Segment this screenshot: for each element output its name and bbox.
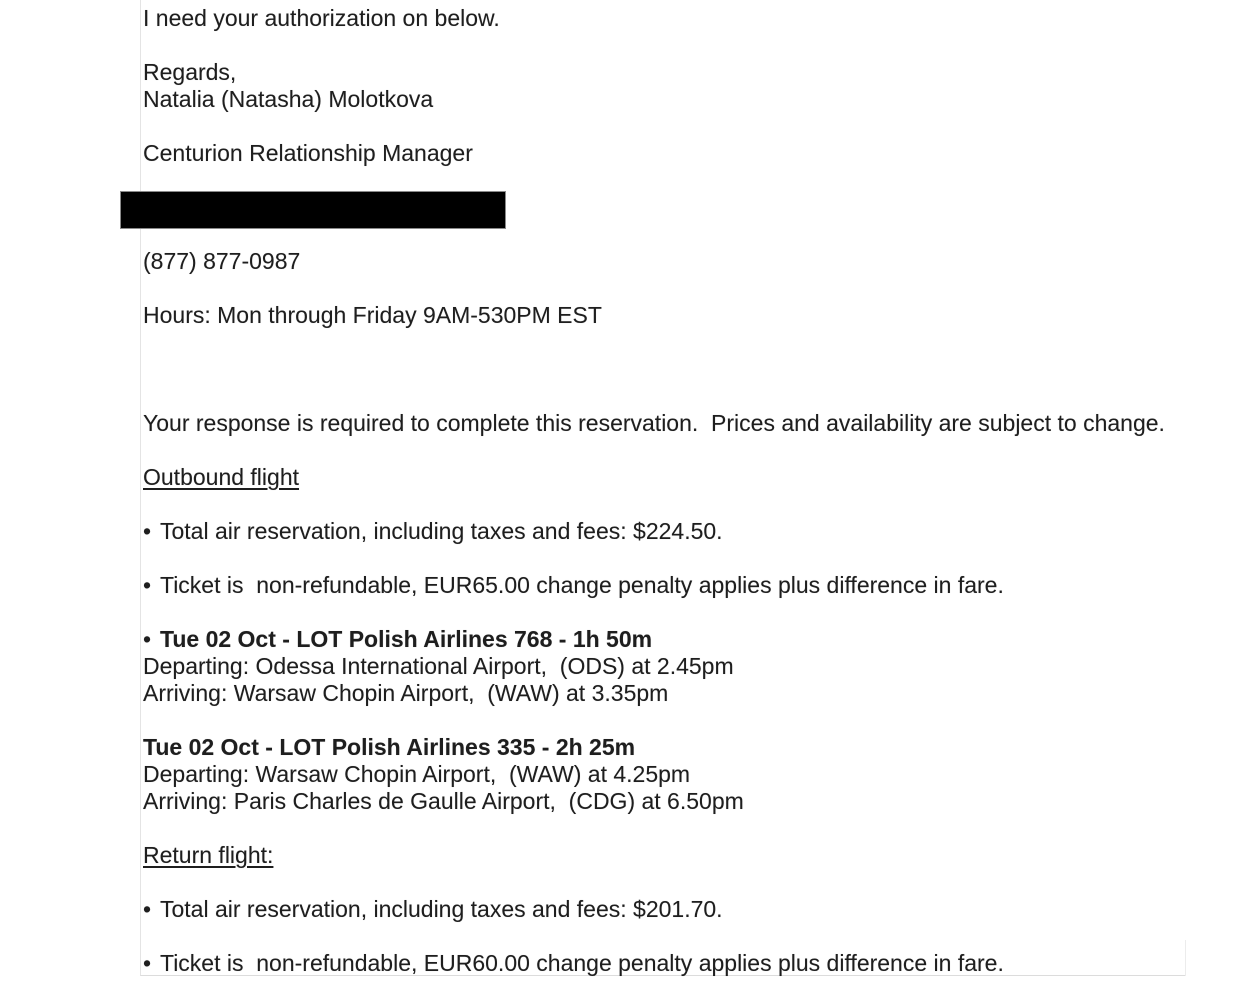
return-total-text: Total air reservation, including taxes and fees: $201.70.: [160, 896, 723, 922]
bullet-icon: •: [143, 518, 152, 544]
return-penalty-text: Ticket is non-refundable, EUR60.00 change penalty applies plus difference in fare.: [160, 950, 1004, 976]
return-flight-heading-text: Return flight:: [143, 842, 274, 868]
outbound-segment-2-title: Tue 02 Oct - LOT Polish Airlines 335 - 2h 25m: [143, 734, 636, 760]
outbound-penalty-text: Ticket is non-refundable, EUR65.00 change penalty applies plus difference in fare.: [160, 572, 1004, 598]
outbound-segment-1-title: [143, 626, 1186, 653]
intro-line: I need your authorization on below.: [143, 5, 500, 31]
bullet-icon: •: [143, 896, 152, 922]
bullet-icon: •: [143, 626, 152, 652]
return-flight-heading: [143, 842, 1186, 869]
return-penalty-bullet: [143, 950, 1186, 977]
bullet-icon: •: [143, 572, 152, 598]
outbound-flight-heading-text: Outbound flight: [143, 464, 300, 490]
outbound-segment-1-arriving: Arriving: Warsaw Chopin Airport, (WAW) at 3.35pm: [143, 680, 669, 706]
outbound-flight-heading: [143, 464, 1186, 491]
outbound-total-text: Total air reservation, including taxes and fees: $224.50.: [160, 518, 723, 544]
outbound-segment-1-departing: Departing: Odessa International Airport, (ODS) at 2.45pm: [143, 653, 734, 679]
outbound-total-bullet: [143, 518, 1186, 545]
outbound-segment-1-title-text: Tue 02 Oct - LOT Polish Airlines 768 - 1h 50m: [160, 626, 653, 652]
return-total-bullet: [143, 896, 1186, 923]
sender-name: Natalia (Natasha) Molotkova: [143, 86, 434, 112]
bullet-icon: •: [143, 950, 152, 976]
phone-number: (877) 877-0987: [143, 248, 301, 274]
signature-regards: Regards,: [143, 59, 237, 85]
outbound-segment-2-departing: Departing: Warsaw Chopin Airport, (WAW) at 4.25pm: [143, 761, 691, 787]
office-hours: Hours: Mon through Friday 9AM-530PM EST: [143, 302, 602, 328]
outbound-penalty-bullet: [143, 572, 1186, 599]
outbound-segment-2-arriving: Arriving: Paris Charles de Gaulle Airport, (CDG) at 6.50pm: [143, 788, 744, 814]
page-right-edge: [1185, 940, 1186, 976]
response-notice: Your response is required to complete this reservation. Prices and availability are subject to change.: [143, 410, 1165, 436]
email-body: [141, 0, 1186, 977]
redacted-contact-bar: [121, 192, 505, 228]
email-document-page: [140, 0, 1186, 976]
sender-role: Centurion Relationship Manager: [143, 140, 473, 166]
